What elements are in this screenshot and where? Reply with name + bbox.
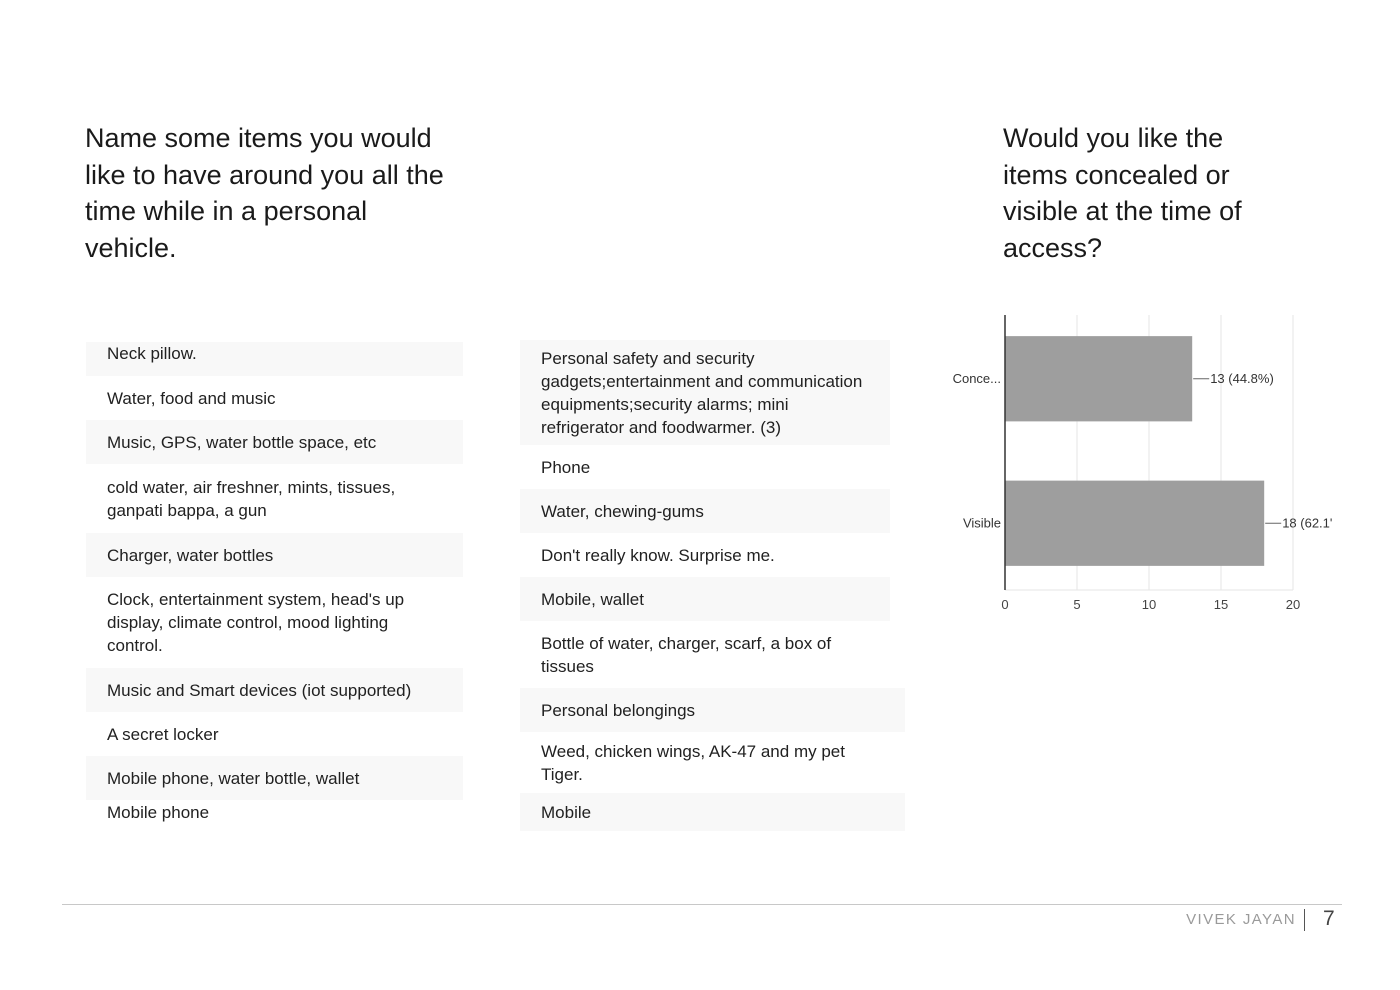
response-item: Water, chewing-gums xyxy=(520,489,890,533)
response-item: Music, GPS, water bottle space, etc xyxy=(86,420,463,464)
question-items-title: Name some items you would like to have around you all the time while in a personal vehicle. xyxy=(85,123,444,263)
responses-column-right xyxy=(520,340,890,831)
responses-column-left xyxy=(86,342,463,824)
chart-tick-labels xyxy=(1001,597,1300,612)
response-item: Mobile, wallet xyxy=(520,577,890,621)
chart-bar xyxy=(1005,336,1192,421)
response-item: Clock, entertainment system, head's up display, climate control, mood lighting control. xyxy=(107,590,405,655)
response-item: cold water, air freshner, mints, tissues, ganpati bappa, a gun xyxy=(107,477,396,520)
question-visibility-title: Would you like the items concealed or visible at the time of access? xyxy=(1003,123,1242,263)
chart-tick-label: 10 xyxy=(1141,597,1157,612)
response-item: Personal safety and security gadgets;entertainment and communication equipments;security alarms; mini refrigerator and foodwarmer. (3) xyxy=(520,340,890,445)
response-item: Phone xyxy=(541,457,591,477)
response-item: Mobile phone, water bottle, wallet xyxy=(86,756,463,800)
author-name: VIVEK JAYAN xyxy=(1186,909,1305,931)
chart-data-label: 18 (62.1' xyxy=(1282,515,1333,531)
response-item: Water, food and music xyxy=(107,388,276,408)
chart-tick-label: 15 xyxy=(1213,597,1229,612)
response-item: A secret locker xyxy=(107,724,219,744)
response-item: Mobile phone xyxy=(107,802,210,822)
visibility-bar-chart xyxy=(940,300,1340,620)
chart-data-label: 13 (44.8%) xyxy=(1210,370,1274,386)
footer-divider xyxy=(62,904,1342,905)
chart-tick-label: 5 xyxy=(1073,597,1081,612)
chart-bar xyxy=(1005,481,1264,566)
response-item: Personal belongings xyxy=(520,688,905,732)
response-item: Charger, water bottles xyxy=(86,533,463,577)
response-item: Don't really know. Surprise me. xyxy=(541,545,775,565)
chart-tick-label: 20 xyxy=(1285,597,1301,612)
page-number: 7 xyxy=(1323,907,1335,930)
chart-category-label: Conce... xyxy=(952,370,1001,386)
chart-category-label: Visible xyxy=(962,515,1001,531)
response-item: Bottle of water, charger, scarf, a box of tissues xyxy=(541,633,832,676)
response-item: Music and Smart devices (iot supported) xyxy=(86,668,463,712)
response-item: Mobile xyxy=(520,793,905,831)
response-item: Weed, chicken wings, AK-47 and my pet Tiger. xyxy=(541,741,845,784)
chart-category-labels xyxy=(953,371,1001,531)
chart-tick-label: 0 xyxy=(1001,597,1009,612)
response-item: Neck pillow. xyxy=(86,342,463,376)
